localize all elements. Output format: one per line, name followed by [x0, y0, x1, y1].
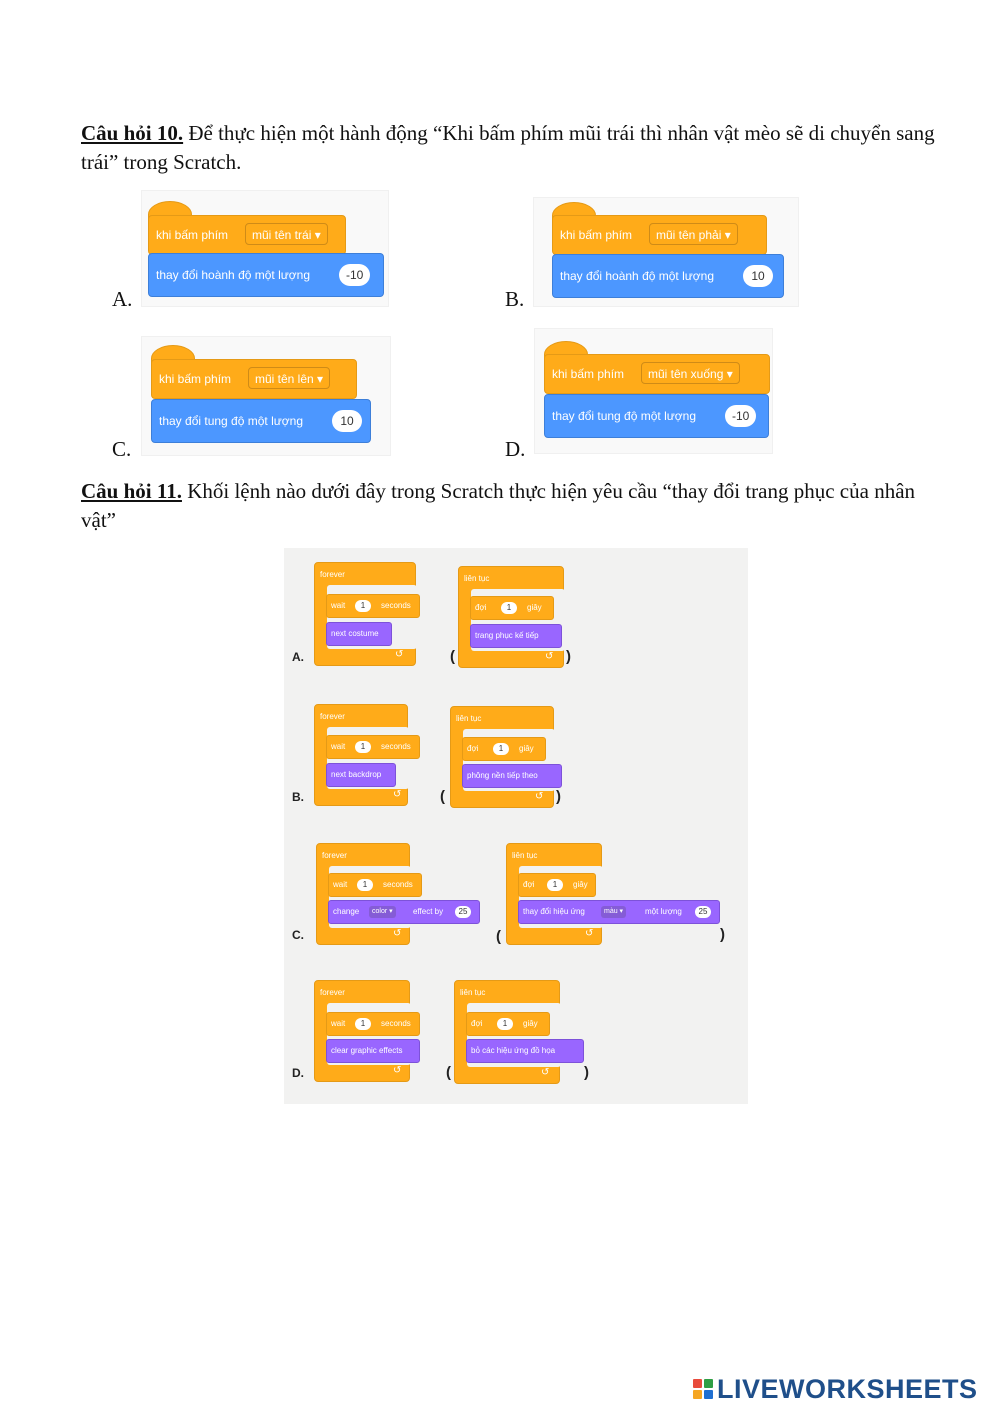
forever-block-vi: liên tục ↺ — [458, 566, 564, 668]
q10-option-b-image — [533, 197, 799, 307]
q11-option-a-letter: A. — [292, 650, 304, 664]
wait-block: wait 1 seconds — [328, 873, 422, 897]
liveworksheets-logo — [693, 1372, 978, 1406]
forever-block-en: forever ↺ — [316, 843, 410, 945]
next-backdrop-block: next backdrop — [326, 763, 396, 787]
wait-block: đợi 1 giây — [462, 737, 546, 761]
logo-text: LIVEWORKSHEETS — [717, 1373, 978, 1404]
q11-options-image: A. forever ↺ wait 1 seconds next costume ( liên tục ↺ đợi 1 giây trang phục kế tiếp ) B. forever ↺ wait 1 seconds next backdrop ( liên tục ↺ đợi 1 giây phông nền tiếp theo ) C. forever ↺ wait 1 seconds change color ▾ effect by 25 ( liên tục ↺ đợi 1 giây thay đổi hiệu ứng màu ▾ một lượng 25 ) D. forever ↺ wait 1 seconds clear graphic effects ( liên tục ↺ đợi 1 giây bỏ các hiệu ứng đồ họa ) — [284, 548, 748, 1104]
change-y-block: thay đổi tung độ một lượng -10 — [544, 394, 769, 438]
when-key-pressed-block: khi bấm phím mũi tên xuống ▾ — [544, 354, 770, 394]
wait-block: wait 1 seconds — [326, 735, 420, 759]
when-key-pressed-block: khi bấm phím mũi tên lên ▾ — [151, 359, 357, 399]
q10-option-a-image — [141, 190, 389, 307]
q10-option-c-image — [141, 336, 391, 456]
logo-grid-icon — [693, 1379, 713, 1399]
q11-option-b-letter: B. — [292, 790, 304, 804]
wait-block: đợi 1 giây — [466, 1012, 550, 1036]
question-10-body: Để thực hiện một hành động “Khi bấm phím mũi trái thì nhân vật mèo sẽ di chuyển sang trái” trong Scratch. — [81, 121, 935, 174]
question-11-label: Câu hỏi 11. — [81, 479, 182, 503]
question-11-text — [81, 477, 941, 535]
when-key-pressed-block: khi bấm phím mũi tên phải ▾ — [552, 215, 767, 255]
forever-block-en: forever ↺ — [314, 704, 408, 806]
q11-option-c-letter: C. — [292, 928, 304, 942]
q10-option-d-letter: D. — [505, 437, 526, 461]
forever-block-vi: liên tục ↺ — [450, 706, 554, 808]
forever-block-vi: liên tục ↺ — [454, 980, 560, 1084]
key-dropdown: mũi tên lên ▾ — [248, 367, 330, 389]
next-costume-block: next costume — [326, 622, 392, 646]
wait-block: wait 1 seconds — [326, 594, 420, 618]
change-y-block: thay đổi tung độ một lượng 10 — [151, 399, 371, 443]
value-input: 10 — [332, 410, 362, 432]
key-dropdown: mũi tên phải ▾ — [649, 223, 738, 245]
value-input: -10 — [339, 264, 370, 286]
wait-block: đợi 1 giây — [470, 596, 554, 620]
key-dropdown: mũi tên xuống ▾ — [641, 362, 740, 384]
wait-block: đợi 1 giây — [518, 873, 596, 897]
question-11-body: Khối lệnh nào dưới đây trong Scratch thực hiện yêu cầu “thay đổi trang phục của nhân vật” — [81, 479, 916, 532]
forever-block-vi: liên tục ↺ — [506, 843, 602, 945]
forever-block-en: forever ↺ — [314, 980, 410, 1082]
clear-effects-block: clear graphic effects — [326, 1039, 420, 1063]
value-input: 10 — [743, 265, 773, 287]
q10-option-a-letter: A. — [112, 287, 133, 311]
change-x-block: thay đổi hoành độ một lượng 10 — [552, 254, 784, 298]
q11-option-d-letter: D. — [292, 1066, 304, 1080]
when-key-pressed-block: khi bấm phím mũi tên trái ▾ — [148, 215, 346, 255]
q10-option-d-image — [534, 328, 773, 454]
key-dropdown: mũi tên trái ▾ — [245, 223, 328, 245]
question-10-text — [81, 119, 941, 177]
next-backdrop-block: phông nền tiếp theo — [462, 764, 562, 788]
q10-option-c-letter: C. — [112, 437, 132, 461]
change-x-block: thay đổi hoành độ một lượng -10 — [148, 253, 384, 297]
question-10-label: Câu hỏi 10. — [81, 121, 184, 145]
forever-block-en: forever ↺ — [314, 562, 416, 666]
value-input: -10 — [725, 405, 756, 427]
q10-option-b-letter: B. — [505, 287, 525, 311]
change-effect-block: change color ▾ effect by 25 — [328, 900, 480, 924]
wait-block: wait 1 seconds — [326, 1012, 420, 1036]
change-effect-block: thay đổi hiệu ứng màu ▾ một lượng 25 — [518, 900, 720, 924]
clear-effects-block: bỏ các hiệu ứng đồ họa — [466, 1039, 584, 1063]
next-costume-block: trang phục kế tiếp — [470, 624, 562, 648]
